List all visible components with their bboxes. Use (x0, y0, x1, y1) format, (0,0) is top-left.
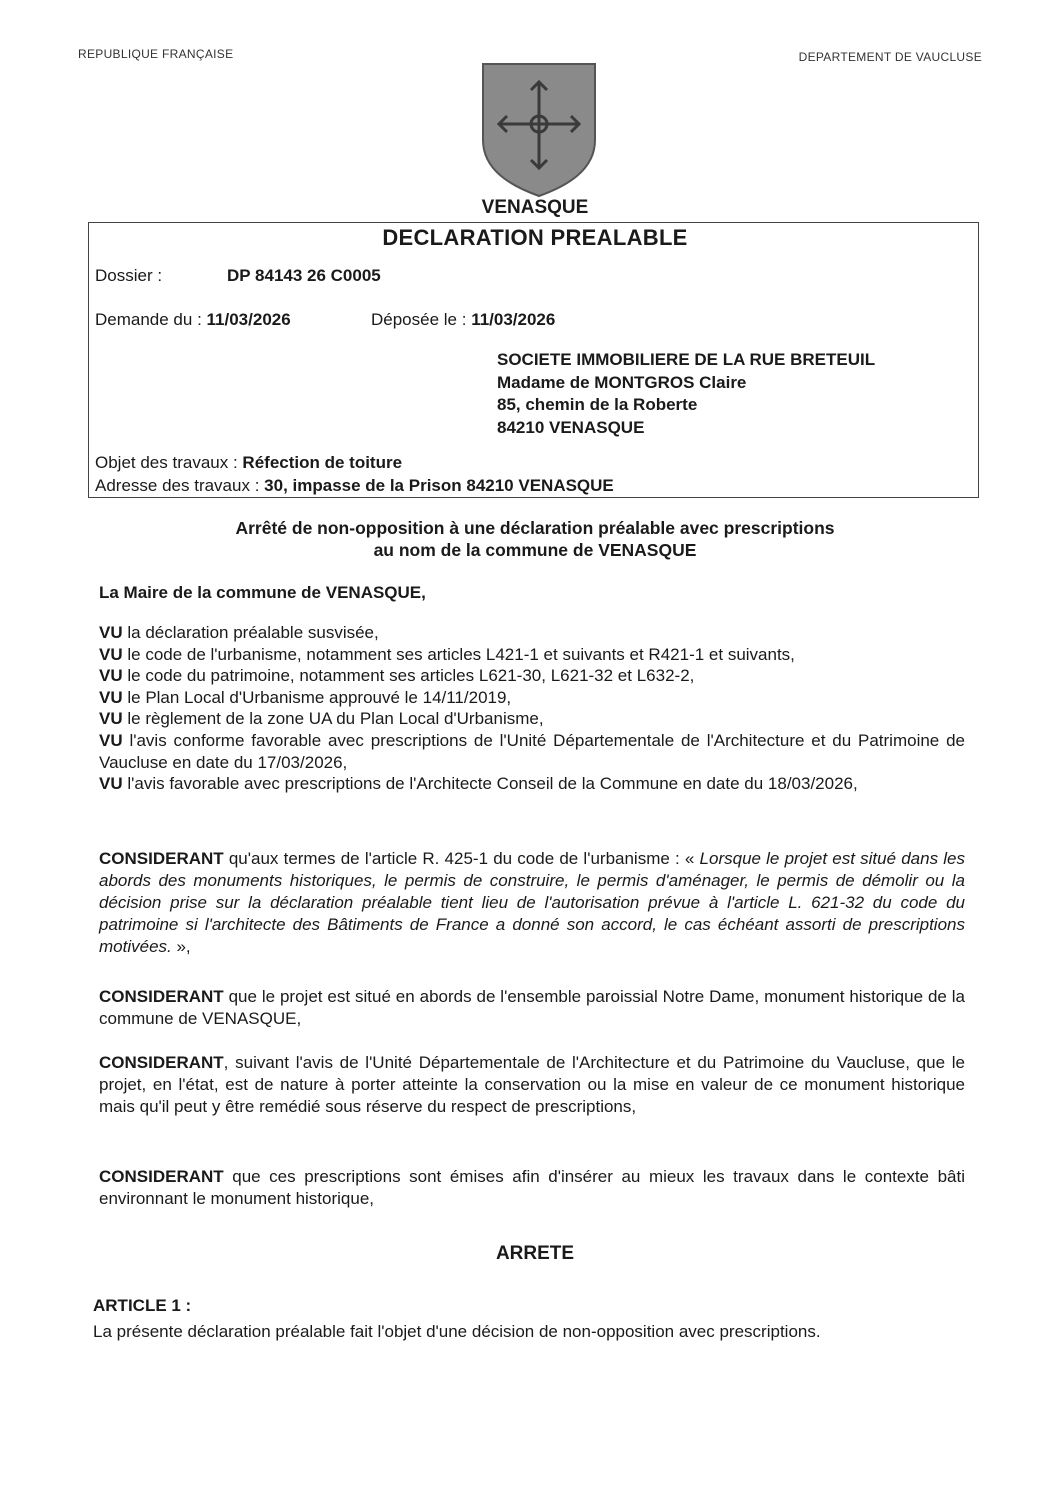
vu-keyword: VU (99, 666, 123, 686)
objet-label: Objet des travaux : (95, 453, 238, 472)
adresse-row (95, 476, 614, 496)
vu-keyword: VU (99, 730, 123, 750)
considerant-keyword: CONSIDERANT (99, 987, 224, 1006)
dates-row (95, 310, 556, 330)
dossier-value: DP 84143 26 C0005 (227, 266, 381, 285)
considerant-keyword: CONSIDERANT (99, 1053, 224, 1072)
applicant-city: 84210 VENASQUE (497, 417, 645, 437)
vu-keyword: VU (99, 709, 123, 729)
vu-item: VU le règlement de la zone UA du Plan Local d'Urbanisme, (99, 709, 544, 729)
town-name: VENASQUE (481, 197, 589, 218)
arrete-heading: ARRETE (495, 1243, 575, 1264)
decision-title-line-2: au nom de la commune de VENASQUE (373, 540, 697, 560)
vu-item: VU l'avis favorable avec prescriptions de l'Architecte Conseil de la Commune en date du 18/03/2026, (99, 774, 858, 794)
demande-label: Demande du : (95, 310, 202, 329)
considerant-keyword: CONSIDERANT (99, 1167, 224, 1186)
vu-keyword: VU (99, 644, 123, 664)
occitan-cross-shield-icon (481, 62, 597, 198)
deposee-label: Déposée le : (371, 310, 467, 329)
vu-item: VU la déclaration préalable susvisée, (99, 623, 379, 642)
dossier-label: Dossier : (95, 266, 163, 285)
vu-keyword: VU (99, 774, 123, 794)
objet-row (95, 453, 402, 473)
considerant-paragraph-1: CONSIDERANT qu'aux termes de l'article R. 425-1 du code de l'urbanisme : « Lorsque le projet est situé dans les abords des monuments historiques, le permis de construire, le permis d'aménager, le permis de démolir ou la décision prise sur la déclaration préalable tient lieu de l'autorisation prévue à l'article L. 621-32 du code du patrimoine si l'architecte des Bâtiments de France a donné son accord, le cas échéant assorti de prescriptions motivées. », (99, 849, 965, 956)
adresse-label: Adresse des travaux : (95, 476, 260, 495)
article-1-text: La présente déclaration préalable fait l'objet d'une décision de non-opposition avec prescriptions. (93, 1322, 821, 1341)
vu-list (99, 622, 965, 795)
applicant-name: Madame de MONTGROS Claire (497, 372, 747, 392)
considerant-keyword: CONSIDERANT (99, 849, 224, 868)
considerant-paragraph-2: CONSIDERANT que le projet est situé en abords de l'ensemble paroissial Notre Dame, monument historique de la commune de VENASQUE, (99, 987, 965, 1028)
vu-item: VU le code de l'urbanisme, notamment ses articles L421-1 et suivants et R421-1 et suivants, (99, 644, 795, 664)
header-departement: DEPARTEMENT DE VAUCLUSE (798, 50, 982, 64)
vu-item: VU l'avis conforme favorable avec prescriptions de l'Unité Départementale de l'Architecture et du Patrimoine de Vaucluse en date du 17/03/2026, (99, 730, 965, 772)
article-1-title: ARTICLE 1 : (93, 1296, 192, 1315)
applicant-company: SOCIETE IMMOBILIERE DE LA RUE BRETEUIL (497, 350, 876, 369)
considerant-paragraph-3: CONSIDERANT, suivant l'avis de l'Unité Départementale de l'Architecture et du Patrimoine du Vaucluse, que le projet, en l'état, est de nature à porter atteinte la conservation ou la mise en valeur de ce monument historique mais qu'il peut y être remédié sous réserve du respect de prescriptions, (99, 1053, 965, 1116)
vu-keyword: VU (99, 687, 123, 707)
decision-title (0, 517, 1058, 561)
maire-heading: La Maire de la commune de VENASQUE, (99, 583, 426, 602)
considerant-paragraph-4: CONSIDERANT que ces prescriptions sont émises afin d'insérer au mieux les travaux dans le contexte bâti environnant le monument historique, (99, 1167, 965, 1208)
vu-keyword: VU (99, 623, 123, 642)
declaration-title: DECLARATION PREALABLE (382, 225, 688, 250)
demande-value: 11/03/2026 (206, 310, 291, 329)
header-republique: REPUBLIQUE FRANÇAISE (78, 47, 234, 61)
vu-item: VU le Plan Local d'Urbanisme approuvé le 14/11/2019, (99, 687, 512, 707)
quote-r425-1: Lorsque le projet est situé dans les abords des monuments historiques, le permis de construire, le permis d'aménager, le permis de démolir ou la décision prise sur la déclaration préalable tient lieu de l'autorisation prévue à l'article L. 621-32 du code du patrimoine si l'architecte des Bâtiments de France a donné son accord, le cas échéant assorti de prescriptions motivées. (99, 849, 965, 956)
vu-item: VU le code du patrimoine, notamment ses articles L621-30, L621-32 et L632-2, (99, 666, 695, 686)
applicant-street: 85, chemin de la Roberte (497, 395, 698, 414)
dossier-row (95, 266, 381, 286)
decision-title-line-1: Arrêté de non-opposition à une déclaration préalable avec prescriptions (235, 518, 835, 538)
applicant-block (497, 349, 875, 439)
objet-value: Réfection de toiture (242, 453, 403, 472)
adresse-value: 30, impasse de la Prison 84210 VENASQUE (264, 476, 614, 495)
deposee-value: 11/03/2026 (471, 310, 556, 329)
